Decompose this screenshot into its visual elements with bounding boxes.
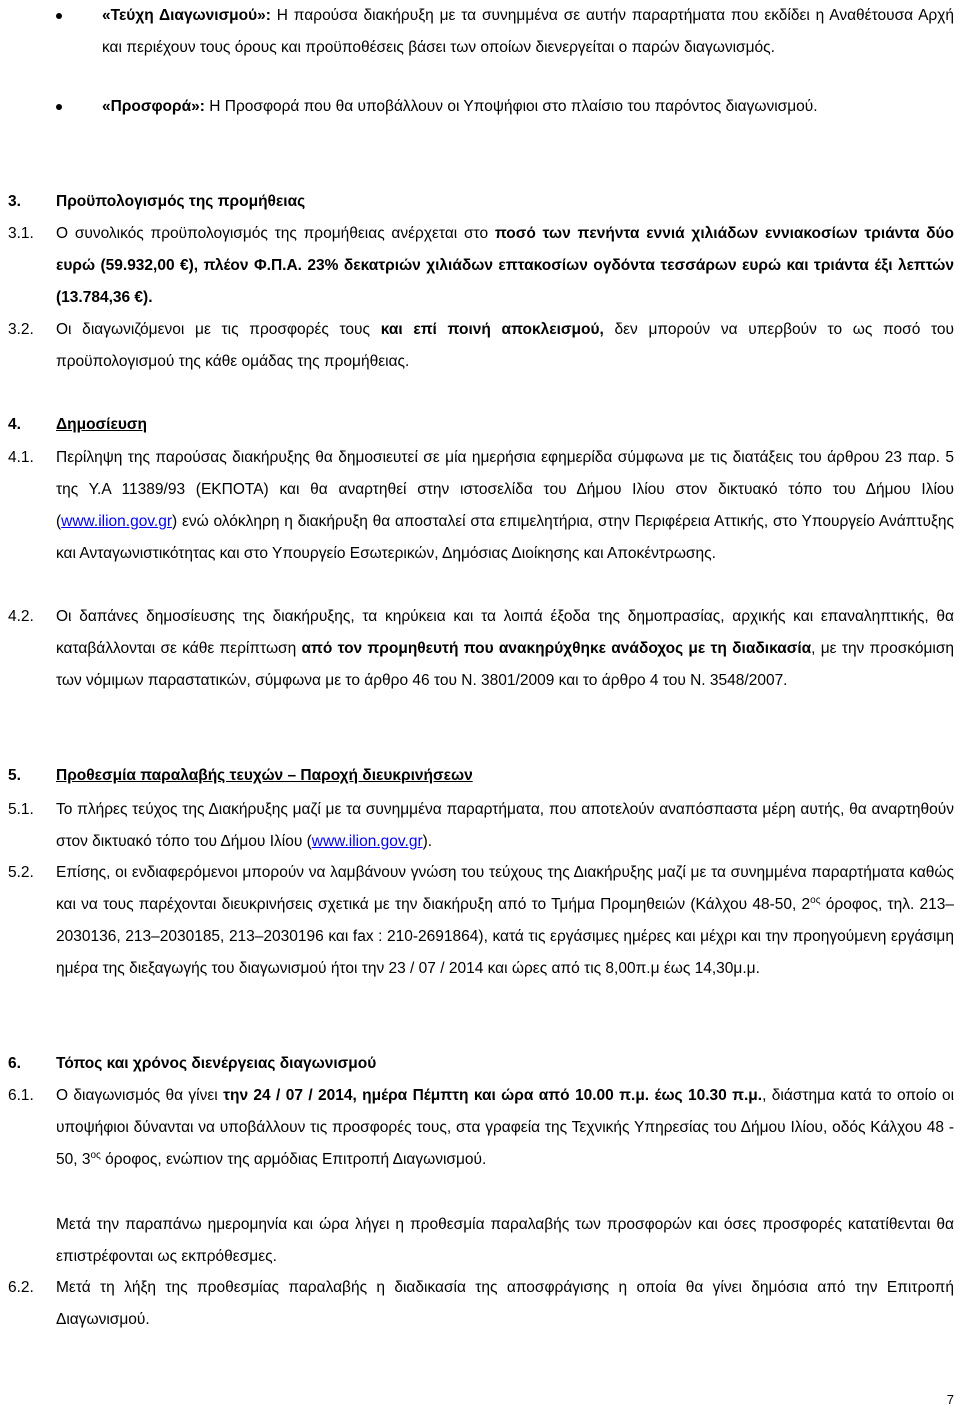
section-number: 3. (8, 193, 21, 210)
paragraph-number: 6.2. (8, 1279, 34, 1296)
paragraph-number: 4.2. (8, 608, 34, 625)
paragraph-5-2 (8, 857, 954, 985)
paragraph-number: 5.1. (8, 801, 34, 818)
text-run: , με την προσκόμιση των νόμιμων παραστατικών, σύμφωνα με το άρθρο 46 του Ν. 3801/2009 και το άρθρο 4 του Ν. 3548/2007. (56, 640, 954, 689)
text-run: Ο συνολικός προϋπολογισμός της προμήθειας ανέρχεται στο (56, 225, 495, 242)
paragraph-body (56, 314, 954, 378)
paragraph-number: 3.2. (8, 321, 34, 338)
text-run: Περίληψη της παρούσας διακήρυξης θα δημοσιευτεί σε μία ημερήσια εφημερίδα σύμφωνα με τις διατάξεις του άρθρου 23 παρ. 5 της Υ.Α 11389/93 (ΕΚΠΟΤΑ) και θα αναρτηθεί στην ιστοσελίδα του Δήμου Ιλίου στον δικτυακό τόπο του Δήμου Ιλίου ( (56, 449, 954, 530)
paragraph-body (56, 794, 954, 858)
text-run: Επίσης, οι ενδιαφερόμενοι μπορούν να λαμβάνουν γνώση του τεύχους της Διακήρυξης μαζί με τα συνημμένα παραρτήματα καθώς και να τους παρέχονται διευκρινήσεις σχετικά με την διακήρυξη από το Τμήμα Προμηθειών (Κάλχου 48-50, 2 (56, 864, 954, 913)
paragraph-body (56, 601, 954, 697)
paragraph-body (56, 218, 954, 314)
bullet-item-prosfora (0, 91, 954, 123)
paragraph-4-2 (8, 601, 954, 697)
website-link[interactable]: www.ilion.gov.gr (61, 513, 173, 530)
paragraph-number: 4.1. (8, 449, 34, 466)
bullet-text (102, 91, 954, 123)
bullet-term: «Προσφορά»: (102, 98, 205, 115)
paragraph-body (56, 1080, 954, 1176)
page-number: 7 (946, 1392, 954, 1407)
section-3-heading (8, 186, 954, 218)
section-title: Προϋπολογισμός της προμήθειας (56, 193, 306, 210)
paragraph-6-1-continued: Μετά την παραπάνω ημερομηνία και ώρα λήγει η προθεσμία παραλαβής των προσφορών και όσες προσφορές κατατίθενται θα επιστρέφονται ως εκπρόθεσμες. (56, 1216, 954, 1265)
paragraph-body (56, 442, 954, 570)
section-title: Δημοσίευση (56, 416, 147, 433)
paragraph-body (56, 857, 954, 985)
bullet-definition: Η παρούσα διακήρυξη με τα συνημμένα σε αυτήν παραρτήματα που εκδίδει η Αναθέτουσα Αρχή και περιέχουν τους όρους και προϋποθέσεις βάσει των οποίων διενεργείται ο παρών διαγωνισμός. (102, 7, 954, 56)
text-run: Ο διαγωνισμός θα γίνει (56, 1087, 224, 1104)
bold-run: ποσό των πενήντα εννιά χιλιάδων εννιακοσίων τριάντα δύο ευρώ (59.932,00 €), πλέον Φ.Π.Α. 23% δεκατριών χιλιάδων επτακοσίων ογδόντα τεσσάρων ευρώ και τριάντα έξι λεπτών (13.784,36 €). (56, 225, 954, 306)
paragraph-number: 6.1. (8, 1087, 34, 1104)
paragraph-4-1 (8, 442, 954, 570)
bullet-item-tefxi (0, 0, 954, 64)
paragraph-3-2 (8, 314, 954, 378)
superscript: ος (90, 1150, 101, 1161)
bullet-dot (56, 104, 62, 110)
text-run: ) ενώ ολόκληρη η διακήρυξη θα αποσταλεί στα επιμελητήρια, στην Περιφέρεια Αττικής, στο Υπουργείο Ανάπτυξης και Ανταγωνιστικότητας και στο Υπουργείο Εσωτερικών, Δημόσιας Διοίκησης και Αποκέντρωσης. (56, 513, 954, 562)
text-run: ). (422, 833, 433, 850)
text-run: Οι δαπάνες δημοσίευσης της διακήρυξης, τα κηρύκεια και τα λοιπά έξοδα της δημοπρασίας, αρχικής και επαναληπτικής, θα καταβάλλονται σε κάθε περίπτωση (56, 608, 954, 657)
paragraph-5-1 (8, 794, 954, 858)
bullet-term: «Τεύχη Διαγωνισμού»: (102, 7, 271, 24)
text-run: Οι διαγωνιζόμενοι με τις προσφορές τους (56, 321, 381, 338)
section-5-heading (8, 760, 954, 792)
bold-run: την 24 / 07 / 2014, ημέρα Πέμπτη και ώρα από 10.00 π.μ. έως 10.30 π.μ. (223, 1087, 763, 1104)
bullet-definition: Η Προσφορά που θα υποβάλλουν οι Υποψήφιοι στο πλαίσιο του παρόντος διαγωνισμού. (204, 98, 818, 115)
section-number: 5. (8, 767, 21, 784)
bullet-dot (56, 13, 62, 19)
superscript: ος (810, 895, 821, 906)
text-run: Το πλήρες τεύχος της Διακήρυξης μαζί με τα συνημμένα παραρτήματα, που αποτελούν αναπόσπαστα μέρη αυτής, θα αναρτηθούν στον δικτυακό τόπο του Δήμου Ιλίου ( (56, 801, 954, 850)
paragraph-6-1 (8, 1080, 954, 1176)
text-run: , διάστημα κατά το οποίο οι υποψήφιοι δύνανται να υποβάλλουν τις προσφορές τους, στα γραφεία της Τεχνικής Υπηρεσίας του Δήμου Ιλίου, οδός Κάλχου 48 - 50, 3 (56, 1087, 955, 1168)
section-4-heading (8, 409, 954, 441)
paragraph-3-1 (8, 218, 954, 314)
section-number: 4. (8, 416, 21, 433)
text-run: όροφος, τηλ. 213–2030136, 213–2030185, 213–2030196 και fax : 210-2691864), κατά τις εργάσιμες ημέρες και μέχρι και την προηγούμενη εργάσιμη ημέρα της διεξαγωγής του διαγωνισμού ήτοι την 23 / 07 / 2014 και ώρες από τις 8,00π.μ έως 14,30μ.μ. (56, 896, 954, 977)
bold-run: από τον προμηθευτή που ανακηρύχθηκε ανάδοχος με τη διαδικασία (301, 640, 812, 657)
text-run: δεν μπορούν να υπερβούν το ως ποσό του προϋπολογισμού της κάθε ομάδας της προμήθειας. (56, 321, 954, 370)
bullet-text (102, 0, 954, 64)
bold-run: και επί ποινή αποκλεισμού, (380, 321, 604, 338)
section-title: Τόπος και χρόνος διενέργειας διαγωνισμού (56, 1055, 377, 1072)
paragraph-number: 5.2. (8, 864, 34, 881)
section-6-heading (8, 1048, 954, 1080)
section-number: 6. (8, 1055, 21, 1072)
paragraph-6-2 (8, 1272, 954, 1336)
paragraph-number: 3.1. (8, 225, 34, 242)
section-title: Προθεσμία παραλαβής τευχών – Παροχή διευκρινήσεων (56, 767, 473, 784)
website-link[interactable]: www.ilion.gov.gr (311, 833, 423, 850)
paragraph-body: Μετά τη λήξη της προθεσμίας παραλαβής η διαδικασία της αποσφράγισης η οποία θα γίνει δημόσια από την Επιτροπή Διαγωνισμού. (56, 1279, 954, 1328)
text-run: όροφος, ενώπιον της αρμόδιας Επιτροπή Διαγωνισμού. (100, 1151, 487, 1168)
